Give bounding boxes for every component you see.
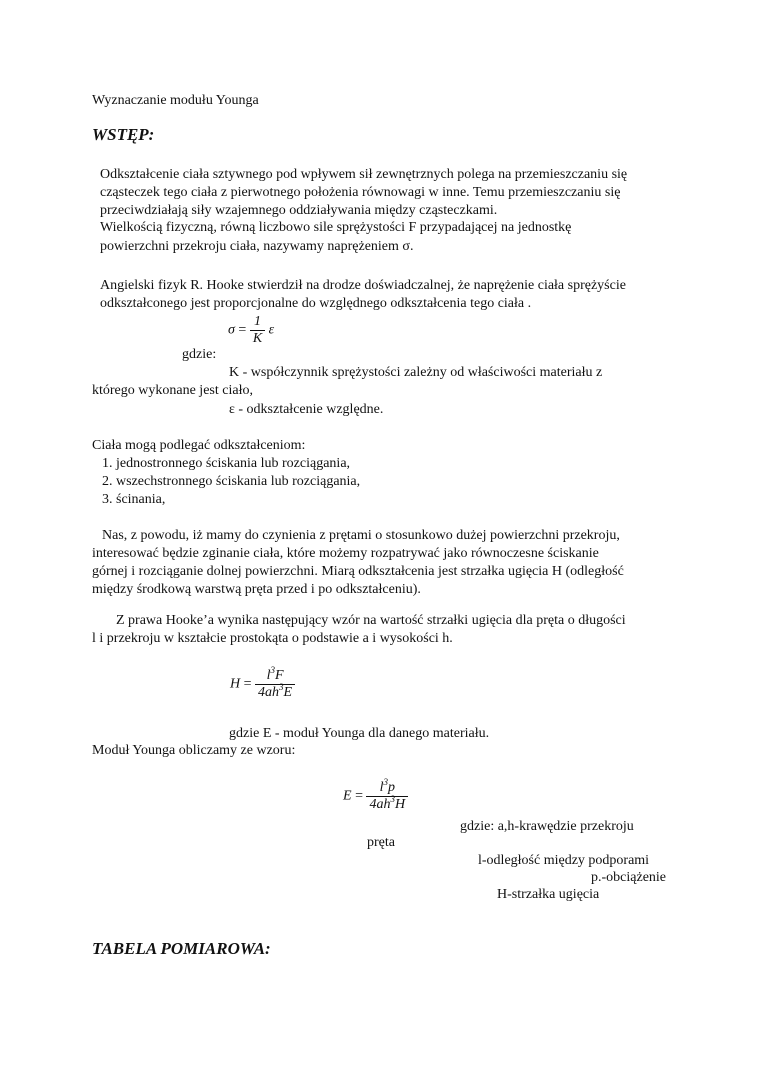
- deformations-intro: Ciała mogą podlegać odkształceniom:: [92, 438, 306, 453]
- hooke-line-1: Angielski fizyk R. Hooke stwierdził na drodze doświadczalnej, że naprężenie ciała sprężyście: [100, 278, 626, 293]
- intro-line-5: powierzchni przekroju ciała, nazywamy naprężeniem σ.: [100, 239, 414, 254]
- h-formula: [230, 665, 295, 701]
- formula-h-intro-1: Z prawa Hooke’a wynika następujący wzór na wartość strzałki ugięcia dla pręta o długości: [116, 613, 626, 628]
- e-formula-denominator: [366, 794, 408, 813]
- e-formula-equals: =: [355, 788, 363, 804]
- h-den-head: 4ah: [258, 685, 280, 700]
- h-formula-numerator: [255, 665, 295, 685]
- formula-fraction: [250, 314, 265, 347]
- intro-line-1: Odkształcenie ciała sztywnego pod wpływem sił zewnętrznych polega na przemieszczaniu się: [100, 167, 628, 182]
- formula-sigma: σ: [228, 322, 235, 338]
- bending-line-1: Nas, z powodu, iż mamy do czynienia z prętami o stosunkowo dużej powierzchni przekroju,: [102, 528, 620, 543]
- k-definition: K - współczynnik sprężystości zależny od właściwości materiału z: [229, 365, 603, 380]
- intro-line-2: cząsteczek tego ciała z pierwotnego położenia równowagi w inne. Temu przemieszczaniu się: [100, 185, 621, 200]
- e-formula-lhs: E: [343, 788, 352, 804]
- e-den-head: 4ah: [369, 797, 391, 812]
- deformation-item-3: 3. ścinania,: [102, 492, 166, 507]
- e-num-base: l: [379, 780, 384, 795]
- e-formula: [343, 777, 408, 813]
- intro-line-4: Wielkością fizyczną, równą liczbowo sile sprężystości F przypadającej na jednostkę: [100, 220, 572, 235]
- where-label: gdzie:: [182, 347, 217, 362]
- k-definition-cont: którego wykonane jest ciało,: [92, 383, 253, 398]
- bending-line-3: górnej i rozciąganie dolnej powierzchni. Miarą odkształcenia jest strzałka ugięcia H (odległość: [92, 564, 624, 579]
- hooke-line-2: odkształconego jest proporcjonalne do względnego odkształcenia tego ciała .: [100, 296, 532, 311]
- h-den-exp: 3: [279, 682, 284, 692]
- formula-e-intro: Moduł Younga obliczamy ze wzoru:: [92, 743, 296, 758]
- h-num-base: l: [266, 668, 271, 683]
- h-formula-equals: =: [243, 676, 252, 692]
- e-num-exp: 3: [383, 777, 388, 787]
- hooke-formula: [228, 314, 274, 347]
- e-where-3: p.-obciążenie: [591, 870, 667, 885]
- deformation-item-1: 1. jednostronnego ściskania lub rozciągania,: [102, 456, 351, 471]
- fraction-denominator: K: [252, 331, 263, 346]
- bending-line-2: interesować będzie zginanie ciała, które możemy rozpatrywać jako równoczesne ściskanie: [92, 546, 599, 561]
- deformation-item-2: 2. wszechstronnego ściskania lub rozciągania,: [102, 474, 361, 489]
- e-where-2: l-odległość między podporami: [478, 853, 650, 868]
- e-where-1b: pręta: [367, 835, 395, 850]
- e-where-1: gdzie: a,h-krawędzie przekroju: [460, 819, 634, 834]
- e-formula-fraction: [366, 777, 408, 813]
- formula-equals: =: [238, 322, 247, 338]
- document-title: Wyznaczanie modułu Younga: [92, 93, 259, 108]
- fraction-numerator: 1: [250, 314, 265, 331]
- formula-epsilon: ε: [268, 322, 275, 338]
- h-formula-denominator: [255, 682, 295, 701]
- e-num-tail: p: [387, 780, 395, 795]
- h-den-tail: E: [283, 685, 293, 700]
- eps-definition: ε - odkształcenie względne.: [229, 402, 384, 417]
- h-formula-lhs: H: [230, 676, 241, 692]
- e-where-4: H-strzałka ugięcia: [497, 887, 600, 902]
- bending-line-4: między środkową warstwą pręta przed i po odkształceniu).: [92, 582, 421, 597]
- h-num-tail: F: [274, 668, 284, 683]
- young-modulus-note: gdzie E - moduł Younga dla danego materiału.: [229, 726, 490, 741]
- e-den-exp: 3: [390, 794, 395, 804]
- intro-heading: WSTĘP:: [92, 125, 155, 144]
- intro-line-3: przeciwdziałają siły wzajemnego oddziaływania między cząsteczkami.: [100, 203, 498, 218]
- h-num-exp: 3: [270, 665, 275, 675]
- h-formula-fraction: [255, 665, 295, 701]
- table-heading: TABELA POMIAROWA:: [92, 939, 271, 958]
- formula-h-intro-2: l i przekroju w kształcie prostokąta o podstawie a i wysokości h.: [92, 631, 453, 646]
- e-formula-numerator: [366, 777, 408, 797]
- e-den-tail: H: [394, 797, 406, 812]
